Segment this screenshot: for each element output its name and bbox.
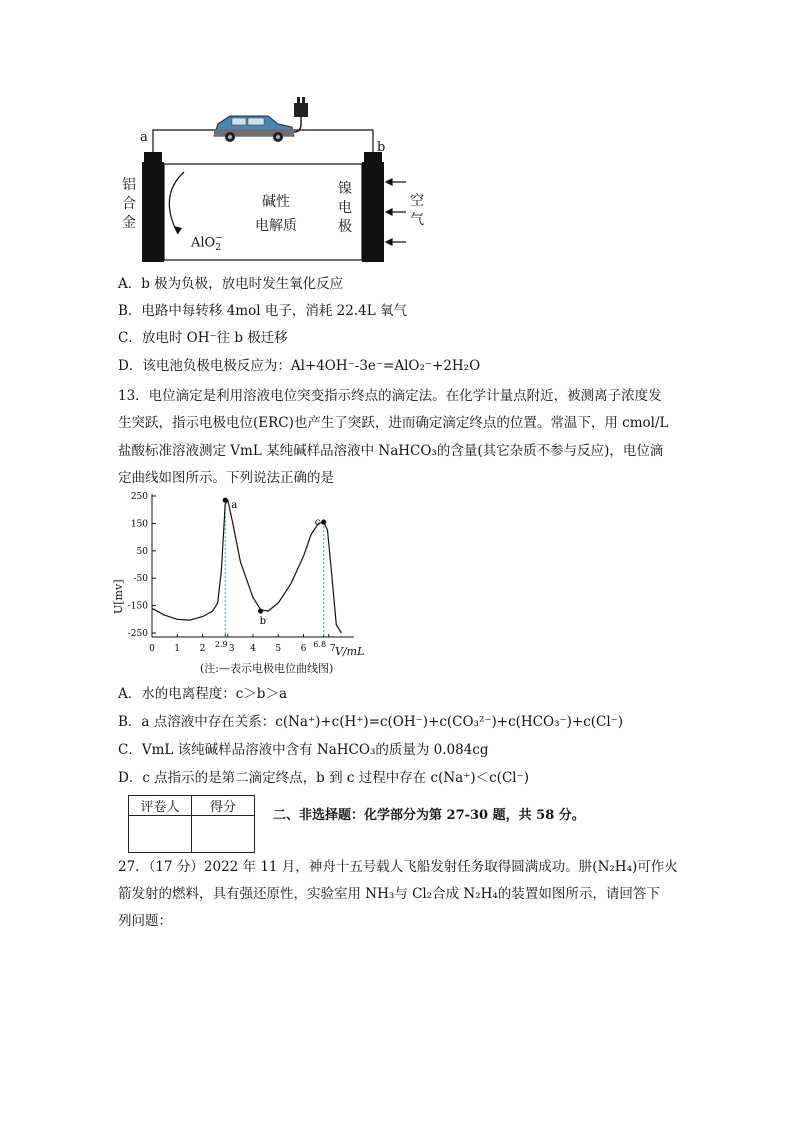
y-tick-label: -150 xyxy=(127,601,148,612)
plug-icon xyxy=(294,97,308,132)
point-b xyxy=(258,608,263,613)
point-a xyxy=(223,498,228,503)
x-tick-label: 5 xyxy=(275,644,282,654)
aluminum-alloy-electrode xyxy=(142,162,164,262)
q12-option-b: B．电路中每转移 4mol 电子，消耗 22.4L 氧气 xyxy=(118,303,407,319)
grader-cell[interactable] xyxy=(129,816,192,853)
q13-line-4: 定曲线如图所示。下列说法正确的是 xyxy=(118,470,334,486)
y-tick-label: 150 xyxy=(130,519,148,530)
section-two-heading: 二、非选择题：化学部分为第 27-30 题，共 58 分。 xyxy=(273,808,585,823)
q12-option-d: D．该电池负极电极反应为：Al+4OH⁻-3e⁻=AlO₂⁻+2H₂O xyxy=(118,358,481,374)
score-cell[interactable] xyxy=(192,816,255,853)
q13-option-b: B．a 点溶液中存在关系：c(Na⁺)+c(H⁺)=c(OH⁻)+c(CO₃²⁻)+c(HCO₃⁻)+c(Cl⁻) xyxy=(118,714,624,730)
score-header-score: 得分 xyxy=(192,796,255,816)
q12-option-c: C．放电时 OH⁻往 b 极迁移 xyxy=(118,330,288,346)
x-tick-label: 0 xyxy=(149,644,155,654)
x-tick-label: 6.8 xyxy=(313,640,327,649)
car-icon xyxy=(214,116,294,142)
chart-note: (注:—表示电极电位曲线图) xyxy=(200,662,334,675)
x-tick-label: 4 xyxy=(250,644,256,654)
q13-line-2: 生突跃，指示电极电位(ERC)也产生了突跃，进而确定滴定终点的位置。常温下，用 cmol/L xyxy=(118,415,669,431)
q13-line-1: 13．电位滴定是利用溶液电位突变指示终点的滴定法。在化学计量点附近，被测离子浓度发 xyxy=(118,388,662,404)
y-tick-label: 250 xyxy=(130,492,148,502)
air-label: 空 气 xyxy=(410,193,424,228)
left-electrode-cap xyxy=(144,152,162,162)
label-a: a xyxy=(140,130,148,145)
score-header-grader: 评卷人 xyxy=(129,796,192,816)
ion-label: AlO− 2 xyxy=(191,234,223,254)
point-label-b: b xyxy=(259,616,266,628)
titration-chart xyxy=(118,488,368,678)
air-arrows xyxy=(386,179,406,245)
label-b: b xyxy=(377,140,386,155)
ion-arrow xyxy=(169,172,184,234)
chart-ylabel: U[mv] xyxy=(112,579,125,614)
y-tick-label: -250 xyxy=(127,629,148,639)
x-tick-label: 1 xyxy=(174,644,181,654)
electrolyte-label: 碱性 电解质 xyxy=(255,194,297,234)
point-label-a: a xyxy=(231,500,238,512)
q27-line-2: 箭发射的燃料，具有强还原性，实验室用 NH₃与 Cl₂合成 N₂H₄的装置如图所示，请回答下 xyxy=(118,886,660,902)
q13-option-a: A．水的电离程度：c＞b＞a xyxy=(118,686,288,702)
y-tick-label: 50 xyxy=(136,546,148,557)
y-tick-label: -50 xyxy=(133,574,148,585)
score-table xyxy=(128,795,255,853)
x-tick-label: 7 xyxy=(329,644,336,654)
battery-figure xyxy=(118,96,438,266)
q13-option-d: D．c 点指示的是第二滴定终点，b 到 c 过程中存在 c(Na⁺)＜c(Cl⁻) xyxy=(118,770,529,786)
potential-curve xyxy=(152,500,341,633)
point-label-c: c xyxy=(314,517,321,529)
q13-option-c: C．VmL 该纯碱样品溶液中含有 NaHCO₃的质量为 0.084cg xyxy=(118,742,489,758)
x-tick-label: 2 xyxy=(199,644,206,654)
x-tick-label: 3 xyxy=(228,644,235,654)
x-tick-label: 6 xyxy=(300,644,307,654)
chart-xlabel: V/mL xyxy=(335,645,365,658)
x-tick-label: 2.9 xyxy=(214,640,228,649)
right-electrode-label: 镍 电 极 xyxy=(338,181,352,235)
point-c xyxy=(321,519,326,524)
q27-line-1: 27．（17 分）2022 年 11 月，神舟十五号载人飞船发射任务取得圆满成功。肼(N₂H₄)可作火 xyxy=(118,859,678,875)
nickel-electrode xyxy=(362,162,384,262)
q27-line-3: 列问题： xyxy=(118,913,172,929)
left-electrode-label: 铝 合 金 xyxy=(122,177,136,231)
q12-option-a: A．b 极为负极，放电时发生氧化反应 xyxy=(118,276,344,292)
q13-line-3: 盐酸标准溶液测定 VmL 某纯碱样品溶液中 NaHCO₃的含量(其它杂质不参与反应)，电位滴 xyxy=(118,443,664,459)
